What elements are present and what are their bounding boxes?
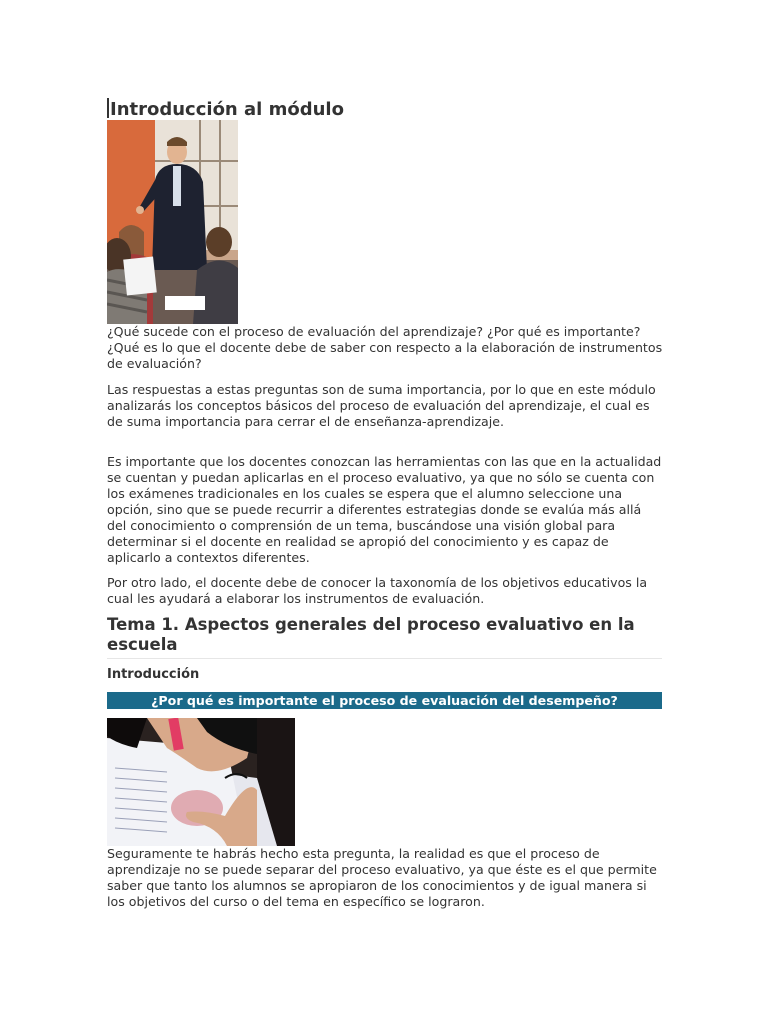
module-title: [107, 98, 344, 122]
classroom-photo: [107, 120, 238, 324]
question-banner: ¿Por qué es importante el proceso de evaluación del desempeño?: [107, 692, 662, 709]
intro-paragraph-1: ¿Qué sucede con el proceso de evaluación del aprendizaje? ¿Por qué es importante? ¿Qué es lo que el docente debe de saber con respecto a la elaboración de instrumentos de evaluación?: [107, 324, 663, 371]
exam-grading-photo: [107, 718, 295, 846]
tema-paragraph: Seguramente te habrás hecho esta pregunta, la realidad es que el proceso de aprendizaje no se puede separar del proceso evaluativo, ya que éste es el que permite saber que tanto los alumnos se apropiaron de los conocimientos y de igual manera si los objetivos del curso o del tema en específico se lograron.: [107, 846, 657, 909]
module-title-text: Introducción al módulo: [110, 99, 344, 120]
section-divider: [107, 658, 662, 659]
intro-paragraph-3: Es importante que los docentes conozcan las herramientas con las que en la actualidad se cuentan y puedan aplicarlas en el proceso evaluativo, ya que no sólo se cuenta con los exámenes tradicionales en los cuales se espera que el alumno seleccione una opción, sino que se puede recurrir a diferentes estrategias donde se evalúa más allá del conocimiento o comprensión de un tema, buscándose una visión global para determinar si el docente en realidad se apropió del conocimiento y es capaz de aplicarlo a contextos diferentes.: [107, 454, 662, 565]
title-bar-marker: [107, 98, 109, 118]
intro-paragraph-4: Por otro lado, el docente debe de conocer la taxonomía de los objetivos educativos la cual les ayudará a elaborar los instrumentos de evaluación.: [107, 575, 648, 606]
intro-paragraph-2: Las respuestas a estas preguntas son de suma importancia, por lo que en este módulo analizarás los conceptos básicos del proceso de evaluación del aprendizaje, el cual es de suma importancia para cerrar el de enseñanza-aprendizaje.: [107, 382, 656, 429]
tema-subheading: Introducción: [107, 667, 200, 682]
tema-title: Tema 1. Aspectos generales del proceso evaluativo en la escuela: [107, 615, 635, 654]
